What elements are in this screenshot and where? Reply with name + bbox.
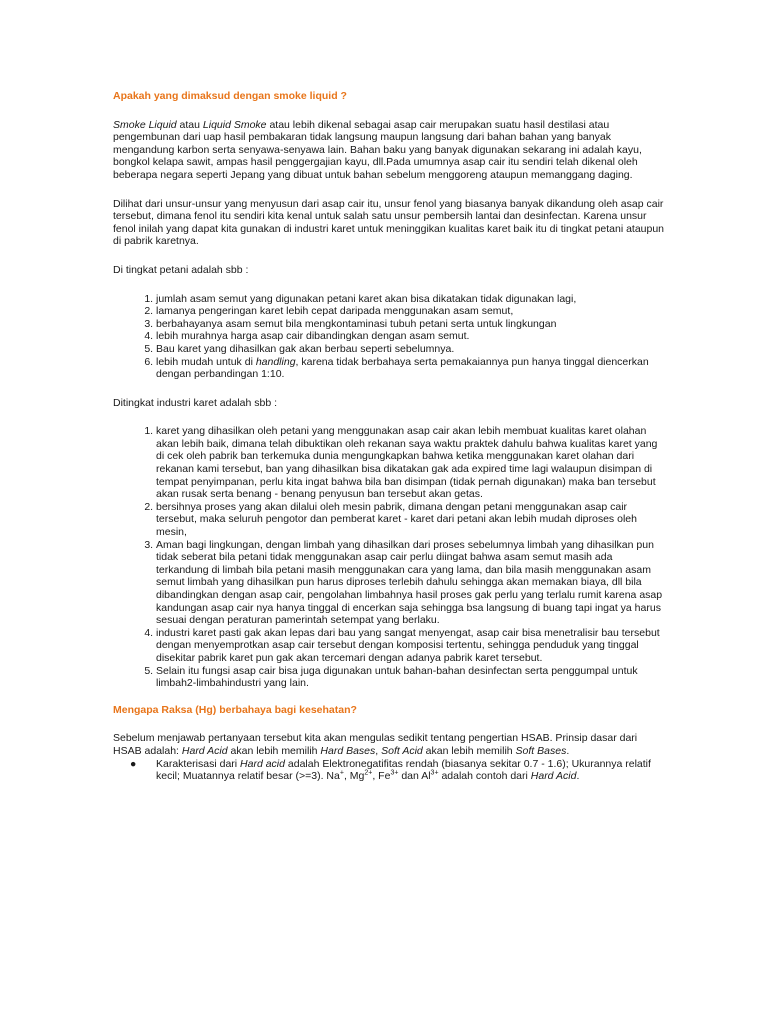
list-item: 5. Selain itu fungsi asap cair bisa juga digunakan untuk bahan-bahan desinfectan serta penggumpal untuk limbah2-limbahindustri yang lain. — [156, 665, 665, 690]
list-item: 2. lamanya pengeringan karet lebih cepat daripada menggunakan asam semut, — [156, 305, 665, 318]
heading-raksa: Mengapa Raksa (Hg) berbahaya bagi kesehatan? — [113, 703, 357, 716]
list-item: 1. jumlah asam semut yang digunakan petani karet akan bisa dikatakan tidak digunakan lagi, — [156, 293, 665, 306]
list-item: 2. bersihnya proses yang akan dilalui oleh mesin pabrik, dimana dengan petani menggunakan asap cair tersebut, maka seluruh pengotor dan pemberat karet - karet dari petani akan lebih mudah diproses oleh mesin, — [156, 501, 665, 539]
document-content — [113, 90, 665, 783]
list-item: 3. berbahayanya asam semut bila mengkontaminasi tubuh petani serta untuk lingkungan — [156, 318, 665, 331]
hsab-paragraph: Sebelum menjawab pertanyaan tersebut kita akan mengulas sedikit tentang pengertian HSAB. Prinsip dasar dari HSAB adalah: Hard Acid akan lebih memilih Hard Bases, Soft Acid akan lebih memilih Soft Bases. — [113, 732, 638, 757]
term-smoke-liquid: Smoke Liquid — [113, 118, 177, 131]
list-item: 4. industri karet pasti gak akan lepas dari bau yang sangat menyengat, asap cair bisa menetralisir bau tersebut dengan menyemprotkan asap cair tersebut dengan komposisi tertentu, sehingga penduduk yang tinggal disekitar pabrik karet pun gak akan tercemari dengan adanya pabrik karet tersebut. — [156, 627, 665, 665]
list-item: ● Karakterisasi dari Hard acid adalah Elektronegatifitas rendah (biasanya sekitar 0.7 - 1.6); Ukurannya relatif kecil; Muatannya relatif besar (>=3). Na+, $Mg^{2+}$, $Fe^{3+}$ dan $Al^{3+}$ adalah contoh dari Hard Acid. — [130, 757, 651, 783]
petani-list — [113, 293, 665, 381]
bullet-icon: ● — [130, 757, 137, 770]
list-item: 5. Bau karet yang dihasilkan gak akan berbau seperti sebelumnya. — [156, 343, 665, 356]
list-item: 6. lebih mudah untuk di handling, karena tidak berbahaya serta pemakaiannya pun hanya tinggal diencerkan dengan perbandingan 1:10. — [156, 356, 665, 381]
industri-list — [113, 425, 665, 689]
intro-paragraph: Smoke Liquid atau Liquid Smoke atau lebih dikenal sebagai asap cair merupakan suatu hasil destilasi atau pengembunan dari uap hasil pembakaran tidak langsung maupun langsung dari bahan bahan yang banyak mengandung karbon serta senyawa-senyawa lain. Bahan baku yang banyak digunakan sekarang ini adalah kayu, bongkol kelapa sawit, ampas hasil penggergajian kayu, dll.Pada umumnya asap cair itu sendiri telah dikenal oleh beberapa negara seperti Jepang yang dibuat untuk bahan sebelum menggoreng ataupun memanggang daging. — [113, 118, 642, 181]
petani-intro: Di tingkat petani adalah sbb : — [113, 263, 249, 276]
term-liquid-smoke: Liquid Smoke — [202, 118, 267, 131]
hard-acid-list — [113, 758, 665, 783]
industri-intro: Ditingkat industri karet adalah sbb : — [113, 396, 278, 409]
fenol-paragraph: Dilihat dari unsur-unsur yang menyusun dari asap cair itu, unsur fenol yang biasanya banyak dikandung oleh asap cair tersebut, dimana fenol itu sendiri kita kenal untuk salah satu unsur pembersih lantai dan desinfectan. Karena unsur fenol inilah yang dapat kita gunakan di industri karet untuk meninggikan kualitas karet baik itu di tingkat petani ataupun di pabrik karetnya. — [113, 197, 665, 248]
list-item: 3. Aman bagi lingkungan, dengan limbah yang dihasilkan dari proses sebelumnya limbah yang dihasilkan pun tidak seberat bila petani tidak menggunakan asap cair perlu diingat bahwa asam semut masih ada terkandung di limbah bila petani masih menggunakan cara yang lama, dan bila masih menggunakan asam semut limbah yang dihasilkan pun harus diproses terlebih dahulu sehingga akan memakan biaya, dll bila dibandingkan dengan asap cair, pengolahan limbahnya hasil proses gak perlu yang terlalu rumit karena asap kandungan asap cair nya hanya tinggal di encerkan saja sehingga bsa langsung di buang tapi ingat ya harus sesuai dengan peraturan pamerintah setempat yang berlaku. — [156, 539, 665, 627]
list-item: 1. karet yang dihasilkan oleh petani yang menggunakan asap cair akan lebih membuat kualitas karet olahan akan lebih baik, dimana telah dibuktikan oleh rekanan saya waktu praktek dahulu bahwa kualitas karet yang di cek oleh pabrik ban terkemuka dunia mengungkapkan bahwa ketika menggunakan karet olahan dari rekanan kami tersebut, ban yang dihasilkan bisa dikatakan gak ada expired time lagi walaupun disimpan di tempat penyimpanan, perlu kita ingat bahwa bila ban disimpan (tidak pernah digunakan) maka ban tersebut akan rusak serta benang - benang penyusun ban tersebut akan getas. — [156, 425, 665, 501]
heading-smoke-liquid: Apakah yang dimaksud dengan smoke liquid ? — [113, 90, 347, 102]
list-item: 4. lebih murahnya harga asap cair dibandingkan dengan asam semut. — [156, 330, 665, 343]
